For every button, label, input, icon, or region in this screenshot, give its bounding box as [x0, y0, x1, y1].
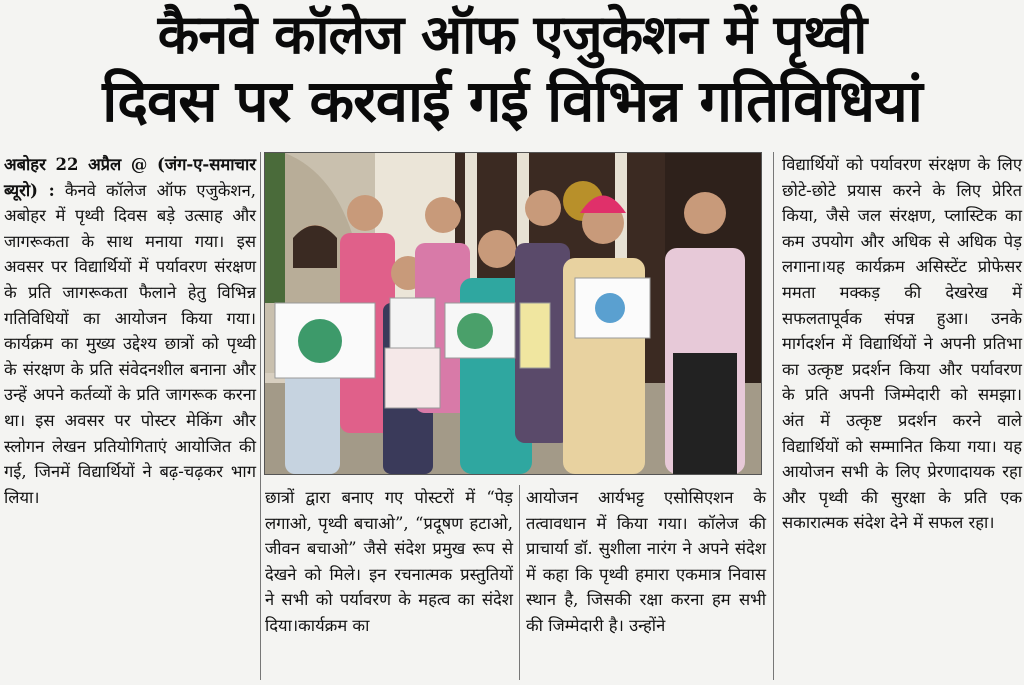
- column-3-text: आयोजन आर्यभट्ट एसोसिएशन के तत्वावधान में किया गया। कॉलेज की प्राचार्या डॉ. सुशीला नारंग ने अपने संदेश में कहा कि पृथ्वी हमारा एकमात्र निवास स्थान है, जिसकी रक्षा करना हम सभी की जिम्मेदारी है। उन्होंने: [526, 488, 766, 635]
- column-rule-1: [260, 152, 261, 680]
- column-1-text: कैनवे कॉलेज ऑफ एजुकेशन, अबोहर में पृथ्वी दिवस बड़े उत्साह और जागरूकता के साथ मनाया गया। इस अवसर पर विद्यार्थियों में पर्यावरण संरक्षण के प्रति जागरूकता फैलाने हेतु विभिन्न गतिविधियों का आयोजन किया गया। कार्यक्रम का मुख्य उद्देश्य छात्रों को पृथ्वी के संरक्षण के प्रति संवेदनशील बनाना और उन्हें अपने कर्तव्यों के प्रति जागरूक करना था। इस अवसर पर पोस्टर मेकिंग और स्लोगन लेखन प्रतियोगिताएं आयोजित की गई, जिनमें विद्यार्थियों ने बढ़-चढ़कर भाग लिया।: [4, 180, 256, 507]
- headline-line-1: कैनवे कॉलेज ऑफ एजुकेशन में पृथ्वी: [157, 3, 867, 66]
- article-column-2: [265, 485, 513, 639]
- article-column-4: [782, 152, 1022, 536]
- column-4-text: विद्यार्थियों को पर्यावरण संरक्षण के लिए छोटे-छोटे प्रयास करने के लिए प्रेरित किया, जैसे जल संरक्षण, प्लास्टिक का कम उपयोग और अधिक से अधिक पेड़ लगाना।यह कार्यक्रम असिस्टेंट प्रोफेसर ममता मक्कड़ की देखरेख में सफलतापूर्वक संपन्न हुआ। उनके मार्गदर्शन में विद्यार्थियों ने अपनी प्रतिभा का उत्कृष्ट प्रदर्शन किया और पर्यावरण के प्रति अपनी जिम्मेदारी को समझा। अंत में उत्कृष्ट प्रदर्शन करने वाले विद्यार्थियों को सम्मानित किया गया। यह आयोजन सभी के लिए प्रेरणादायक रहा और पृथ्वी की सुरक्षा के प्रति एक सकारात्मक संदेश देने में सफल रहा।: [782, 155, 1022, 533]
- column-2-text: छात्रों द्वारा बनाए गए पोस्टरों में “पेड़ लगाओ, पृथ्वी बचाओ”, “प्रदूषण हटाओ, जीवन बचाओ” जैसे संदेश प्रमुख रूप से देखने को मिले। इन रचनात्मक प्रस्तुतियों ने सभी को पर्यावरण के महत्व का संदेश दिया।कार्यक्रम का: [265, 488, 513, 635]
- column-rule-2: [519, 485, 520, 680]
- article-column-3: [526, 485, 766, 639]
- headline-line-2: दिवस पर करवाई गई विभिन्न गतिविधियां: [102, 67, 922, 135]
- column-rule-3: [773, 152, 774, 680]
- article-column-1: [4, 152, 256, 510]
- news-photo: [264, 152, 762, 475]
- photo-illustration: [265, 153, 761, 474]
- dateline: अबोहर 22 अप्रैल @ (जंग-ए-समाचार ब्यूरो) :: [4, 155, 256, 200]
